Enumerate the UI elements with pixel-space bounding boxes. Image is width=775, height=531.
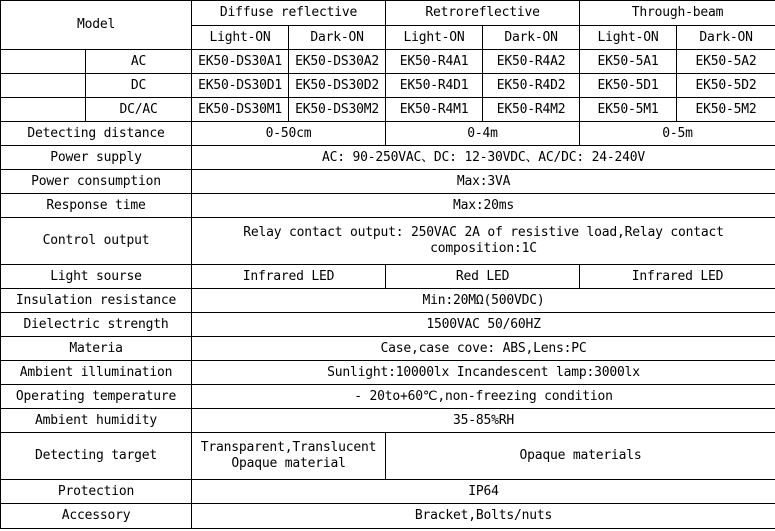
model-code: EK50-DS30D1 — [192, 74, 289, 98]
model-code: EK50-DS30M2 — [289, 98, 386, 122]
model-row-dcac — [1, 98, 775, 122]
row-accessory — [1, 504, 775, 529]
spec-label: Control output — [1, 218, 192, 265]
row-detecting-target — [1, 433, 775, 480]
spec-value: Opaque materials — [386, 433, 775, 480]
model-blank-cell — [1, 50, 86, 74]
spec-label: Detecting distance — [1, 122, 192, 146]
model-code: EK50-R4A2 — [483, 50, 580, 74]
row-insulation-resistance — [1, 289, 775, 313]
row-light-source — [1, 265, 775, 289]
group-through-beam: Through-beam — [580, 1, 775, 26]
spec-value: Infrared LED — [580, 265, 775, 289]
row-power-supply — [1, 146, 775, 170]
spec-label: Power consumption — [1, 170, 192, 194]
spec-value: 0-4m — [386, 122, 580, 146]
spec-value: Red LED — [386, 265, 580, 289]
model-type: DC/AC — [86, 98, 192, 122]
model-code: EK50-R4A1 — [386, 50, 483, 74]
model-row-ac — [1, 50, 775, 74]
spec-value: Relay contact output: 250VAC 2A of resistive load,Relay contact composition:1C — [192, 218, 775, 265]
spec-label: Materia — [1, 337, 192, 361]
spec-value: - 20to+60℃,non-freezing condition — [192, 385, 775, 409]
model-header: Model — [1, 1, 192, 50]
model-code: EK50-R4D1 — [386, 74, 483, 98]
model-type: AC — [86, 50, 192, 74]
model-code: EK50-5D1 — [580, 74, 677, 98]
model-type: DC — [86, 74, 192, 98]
spec-label: Response time — [1, 194, 192, 218]
model-code: EK50-5M1 — [580, 98, 677, 122]
mode-header: Light-ON — [386, 26, 483, 50]
mode-header: Light-ON — [580, 26, 677, 50]
spec-value: AC: 90-250VAC、DC: 12-30VDC、AC/DC: 24-240V — [192, 146, 775, 170]
spec-label: Light sourse — [1, 265, 192, 289]
spec-label: Ambient illumination — [1, 361, 192, 385]
model-code: EK50-5D2 — [677, 74, 775, 98]
model-code: EK50-R4D2 — [483, 74, 580, 98]
group-retroreflective: Retroreflective — [386, 1, 580, 26]
spec-value: 35-85%RH — [192, 409, 775, 433]
spec-label: Accessory — [1, 504, 192, 529]
spec-label: Dielectric strength — [1, 313, 192, 337]
spec-value: 0-5m — [580, 122, 775, 146]
row-response-time — [1, 194, 775, 218]
row-dielectric-strength — [1, 313, 775, 337]
spec-label: Power supply — [1, 146, 192, 170]
row-ambient-humidity — [1, 409, 775, 433]
spec-value: Max:3VA — [192, 170, 775, 194]
model-code: EK50-5M2 — [677, 98, 775, 122]
model-row-dc — [1, 74, 775, 98]
row-ambient-illumination — [1, 361, 775, 385]
row-detecting-distance — [1, 122, 775, 146]
row-operating-temperature — [1, 385, 775, 409]
spec-value: Min:20MΩ(500VDC) — [192, 289, 775, 313]
spec-value: Infrared LED — [192, 265, 386, 289]
model-code: EK50-5A2 — [677, 50, 775, 74]
spec-value: Sunlight:10000lx Incandescent lamp:3000lx — [192, 361, 775, 385]
spec-value: IP64 — [192, 480, 775, 504]
spec-label: Protection — [1, 480, 192, 504]
model-code: EK50-5A1 — [580, 50, 677, 74]
spec-label: Insulation resistance — [1, 289, 192, 313]
model-blank-cell — [1, 98, 86, 122]
row-protection — [1, 480, 775, 504]
model-code: EK50-DS30A1 — [192, 50, 289, 74]
spec-value: Max:20ms — [192, 194, 775, 218]
mode-header: Light-ON — [192, 26, 289, 50]
spec-label: Detecting target — [1, 433, 192, 480]
group-diffuse-reflective: Diffuse reflective — [192, 1, 386, 26]
row-control-output — [1, 218, 775, 265]
spec-label: Ambient humidity — [1, 409, 192, 433]
model-code: EK50-DS30D2 — [289, 74, 386, 98]
model-code: EK50-DS30M1 — [192, 98, 289, 122]
mode-header: Dark-ON — [483, 26, 580, 50]
spec-value: Case,case cove: ABS,Lens:PC — [192, 337, 775, 361]
spec-label: Operating temperature — [1, 385, 192, 409]
spec-value: Transparent,Translucent Opaque material — [192, 433, 386, 480]
header-group-row — [1, 1, 775, 26]
model-code: EK50-R4M2 — [483, 98, 580, 122]
model-code: EK50-DS30A2 — [289, 50, 386, 74]
mode-header: Dark-ON — [677, 26, 775, 50]
row-material — [1, 337, 775, 361]
row-power-consumption — [1, 170, 775, 194]
model-blank-cell — [1, 74, 86, 98]
spec-value: 1500VAC 50/60HZ — [192, 313, 775, 337]
spec-value: Bracket,Bolts/nuts — [192, 504, 775, 529]
spec-value: 0-50cm — [192, 122, 386, 146]
model-code: EK50-R4M1 — [386, 98, 483, 122]
mode-header: Dark-ON — [289, 26, 386, 50]
